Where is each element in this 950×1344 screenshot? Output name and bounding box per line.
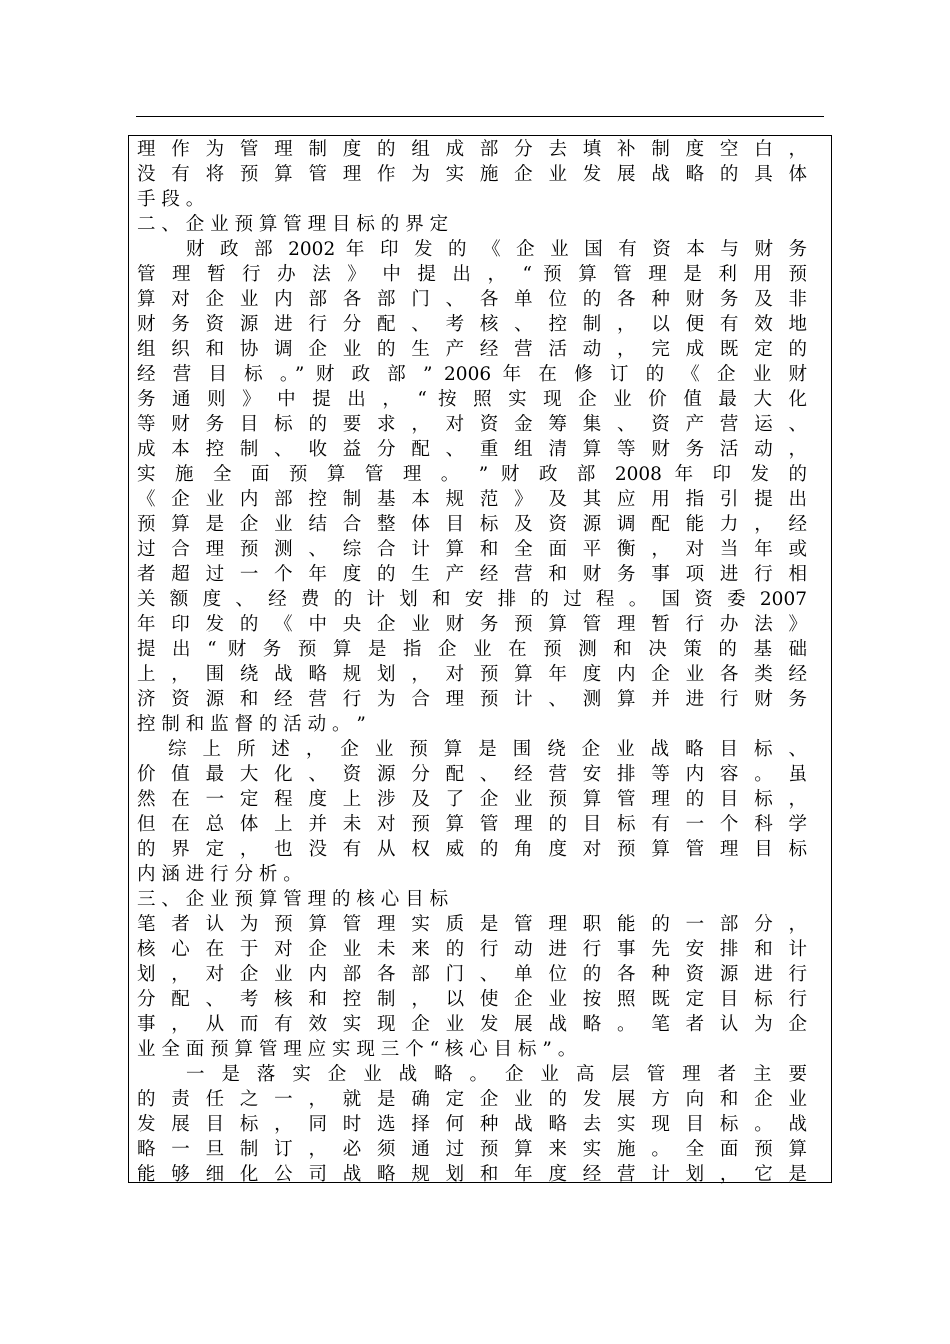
- text-line: 《 企 业 内 部 控 制 基 本 规 范 》 及 其 应 用 指 引 提 出: [137, 489, 807, 510]
- text-line: 能 够 细 化 公 司 战 略 规 划 和 年 度 经 营 计 划 ， 它 是: [137, 1164, 807, 1185]
- text-line: 分 配 、 考 核 和 控 制 ， 以 使 企 业 按 照 既 定 目 标 行: [137, 989, 807, 1010]
- paragraph-first-line: 一 是 落 实 企 业 战 略 。 企 业 高 层 管 理 者 主 要: [186, 1064, 807, 1085]
- text-line: 控 制 和 监 督 的 活 动 。 ”: [137, 714, 366, 735]
- header-rule: [136, 116, 824, 117]
- text-line: 笔 者 认 为 预 算 管 理 实 质 是 管 理 职 能 的 一 部 分 ，: [137, 914, 807, 935]
- text-line: 务 通 则 》 中 提 出 ， “ 按 照 实 现 企 业 价 值 最 大 化: [137, 389, 807, 410]
- text-line: 但 在 总 体 上 并 未 对 预 算 管 理 的 目 标 有 一 个 科 学: [137, 814, 807, 835]
- text-line: 过 合 理 预 测 、 综 合 计 算 和 全 面 平 衡 ， 对 当 年 或: [137, 539, 807, 560]
- text-line: 年 印 发 的 《 中 央 企 业 财 务 预 算 管 理 暂 行 办 法 》: [137, 614, 807, 635]
- section-heading: 二 、 企 业 预 算 管 理 目 标 的 界 定: [137, 214, 449, 235]
- text-line: 然 在 一 定 程 度 上 涉 及 了 企 业 预 算 管 理 的 目 标 ，: [137, 789, 807, 810]
- text-line: 内 涵 进 行 分 析 。: [137, 864, 302, 885]
- text-line: 发 展 目 标 ， 同 时 选 择 何 种 战 略 去 实 现 目 标 。 战: [137, 1114, 807, 1135]
- text-line: 者 超 过 一 个 年 度 的 生 产 经 营 和 财 务 事 项 进 行 相: [137, 564, 807, 585]
- text-line: 的 责 任 之 一 ， 就 是 确 定 企 业 的 发 展 方 向 和 企 业: [137, 1089, 807, 1110]
- text-line: 业 全 面 预 算 管 理 应 实 现 三 个 “ 核 心 目 标 ” 。: [137, 1039, 577, 1060]
- text-line: 划 ， 对 企 业 内 部 各 部 门 、 单 位 的 各 种 资 源 进 行: [137, 964, 807, 985]
- text-line: 实 施 全 面 预 算 管 理 。 ” 财 政 部 2008 年 印 发 的: [137, 464, 807, 485]
- paragraph-first-line: 综 上 所 述 ， 企 业 预 算 是 围 绕 企 业 战 略 目 标 、: [168, 739, 807, 760]
- text-line: 理 作 为 管 理 制 度 的 组 成 部 分 去 填 补 制 度 空 白 ，: [137, 139, 807, 160]
- text-line: 提 出 “ 财 务 预 算 是 指 企 业 在 预 测 和 决 策 的 基 础: [137, 639, 807, 660]
- text-line: 等 财 务 目 标 的 要 求 ， 对 资 金 筹 集 、 资 产 营 运 、: [137, 414, 807, 435]
- text-line: 成 本 控 制 、 收 益 分 配 、 重 组 清 算 等 财 务 活 动 ，: [137, 439, 807, 460]
- text-line: 核 心 在 于 对 企 业 未 来 的 行 动 进 行 事 先 安 排 和 计: [137, 939, 807, 960]
- section-heading: 三 、 企 业 预 算 管 理 的 核 心 目 标: [137, 889, 449, 910]
- text-line: 没 有 将 预 算 管 理 作 为 实 施 企 业 发 展 战 略 的 具 体: [137, 164, 807, 185]
- text-line: 事 ， 从 而 有 效 实 现 企 业 发 展 战 略 。 笔 者 认 为 企: [137, 1014, 807, 1035]
- text-line: 济 资 源 和 经 营 行 为 合 理 预 计 、 测 算 并 进 行 财 务: [137, 689, 807, 710]
- text-line: 的 界 定 ， 也 没 有 从 权 威 的 角 度 对 预 算 管 理 目 标: [137, 839, 807, 860]
- text-line: 财 务 资 源 进 行 分 配 、 考 核 、 控 制 ， 以 便 有 效 地: [137, 314, 807, 335]
- text-line: 组 织 和 协 调 企 业 的 生 产 经 营 活 动 ， 完 成 既 定 的: [137, 339, 807, 360]
- text-line: 略 一 旦 制 订 ， 必 须 通 过 预 算 来 实 施 。 全 面 预 算: [137, 1139, 807, 1160]
- text-line: 上 ， 围 绕 战 略 规 划 ， 对 预 算 年 度 内 企 业 各 类 经: [137, 664, 807, 685]
- text-line: 经 营 目 标 。” 财 政 部 ” 2006 年 在 修 订 的 《 企 业 财: [137, 364, 807, 385]
- text-line: 关 额 度 、 经 费 的 计 划 和 安 排 的 过 程 。 国 资 委 2007: [137, 589, 807, 610]
- paragraph-first-line: 财 政 部 2002 年 印 发 的 《 企 业 国 有 资 本 与 财 务: [186, 239, 807, 260]
- text-line: 预 算 是 企 业 结 合 整 体 目 标 及 资 源 调 配 能 力 ， 经: [137, 514, 807, 535]
- text-line: 算 对 企 业 内 部 各 部 门 、 各 单 位 的 各 种 财 务 及 非: [137, 289, 807, 310]
- text-line: 手 段 。: [137, 189, 205, 210]
- text-line: 管 理 暂 行 办 法 》 中 提 出 ， “ 预 算 管 理 是 利 用 预: [137, 264, 807, 285]
- text-line: 价 值 最 大 化 、 资 源 分 配 、 经 营 安 排 等 内 容 。 虽: [137, 764, 807, 785]
